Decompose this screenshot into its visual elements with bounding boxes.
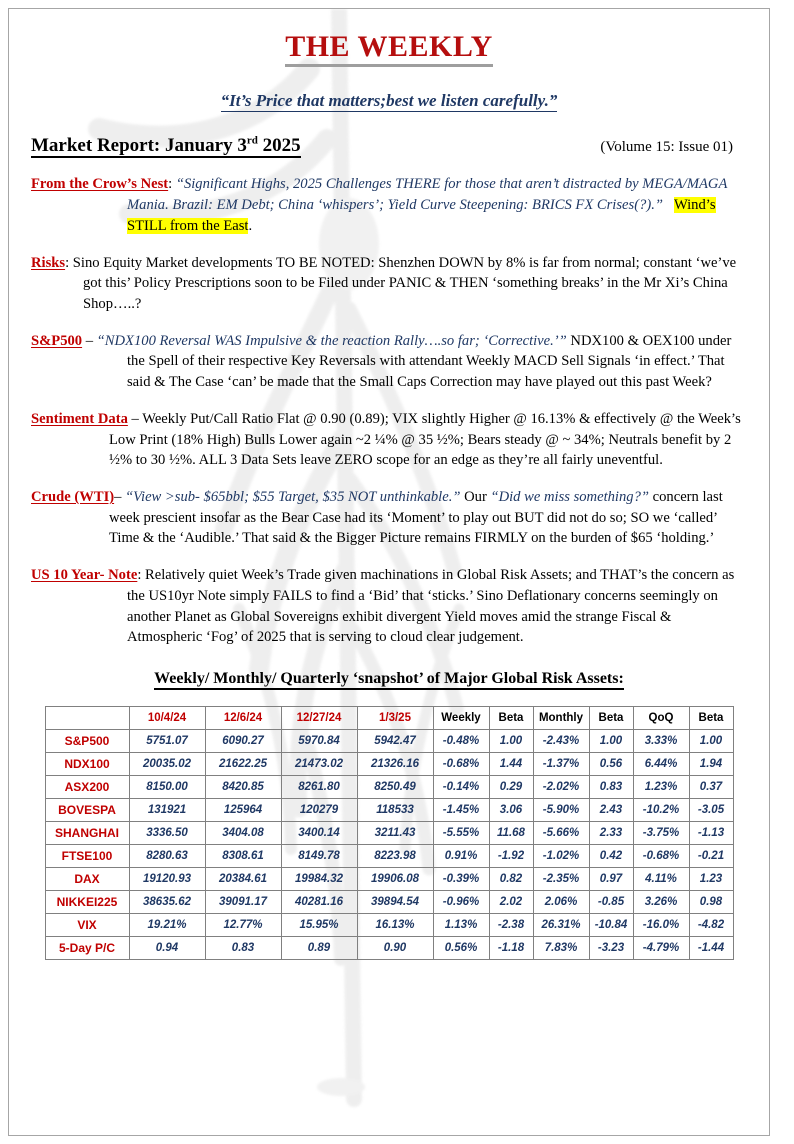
table-row-label: SHANGHAI [45, 822, 129, 845]
sp500-quote: “NDX100 Reversal WAS Impulsive & the reaction Rally….so far; ‘Corrective.’” [96, 332, 567, 349]
table-cell-value: -5.66% [533, 822, 589, 845]
table-cell-value: 0.89 [281, 937, 357, 960]
sp500-body: NDX100 & OEX100 under the Spell of their respective Key Reversals with attendant Weekly MACD Sell Signals ‘in effect.’ That said & The Case ‘can’ be made that the Small Caps Correction may have played out this past Week? [127, 332, 732, 391]
crude-quote-2: “Did we miss something?” [490, 488, 649, 505]
table-body [45, 730, 733, 960]
table-row-label: FTSE100 [45, 845, 129, 868]
table-cell-value: 0.97 [589, 868, 633, 891]
snapshot-table-wrapper [31, 706, 747, 960]
report-label: Market Report: January 3 [31, 134, 247, 156]
table-cell-value: -1.92 [489, 845, 533, 868]
crows-nest-heading: From the Crow’s Nest [31, 176, 169, 193]
table-row [45, 799, 733, 822]
table-cell-value: 4.11% [633, 868, 689, 891]
table-header-metric: QoQ [633, 707, 689, 730]
table-cell-value: 19120.93 [129, 868, 205, 891]
table-cell-value: 0.83 [205, 937, 281, 960]
table-row [45, 868, 733, 891]
table-cell-value: -1.37% [533, 753, 589, 776]
table-cell-value: -5.90% [533, 799, 589, 822]
crows-nest-tail: . [248, 217, 253, 234]
table-cell-value: 0.98 [689, 891, 733, 914]
table-row-label: ASX200 [45, 776, 129, 799]
table-cell-value: 118533 [357, 799, 433, 822]
report-ordinal-suffix: rd [246, 134, 258, 147]
sentiment-heading: Sentiment Data [31, 410, 128, 427]
table-cell-value: 20384.61 [205, 868, 281, 891]
table-row [45, 730, 733, 753]
us10yr-heading: US 10 Year- Note [31, 567, 138, 584]
table-cell-value: 0.42 [589, 845, 633, 868]
table-cell-value: 131921 [129, 799, 205, 822]
table-cell-value: 5970.84 [281, 730, 357, 753]
table-cell-value: 0.91% [433, 845, 489, 868]
section-sentiment [31, 409, 747, 471]
table-cell-value: 0.82 [489, 868, 533, 891]
table-cell-value: 1.00 [589, 730, 633, 753]
table-cell-value: -4.79% [633, 937, 689, 960]
table-row [45, 845, 733, 868]
table-row-label: NIKKEI225 [45, 891, 129, 914]
table-cell-value: 0.56 [589, 753, 633, 776]
snapshot-table-heading-container [31, 670, 747, 690]
table-cell-value: -0.85 [589, 891, 633, 914]
page-title: THE WEEKLY [285, 31, 493, 67]
section-crows-nest [31, 174, 747, 236]
table-cell-value: 8250.49 [357, 776, 433, 799]
table-row [45, 891, 733, 914]
table-cell-value: 40281.16 [281, 891, 357, 914]
table-cell-value: -3.23 [589, 937, 633, 960]
table-cell-value: -4.82 [689, 914, 733, 937]
report-date-heading [31, 135, 301, 159]
table-cell-value: -1.02% [533, 845, 589, 868]
table-cell-value: 2.06% [533, 891, 589, 914]
table-cell-value: 1.44 [489, 753, 533, 776]
table-cell-value: 8149.78 [281, 845, 357, 868]
table-cell-value: -1.45% [433, 799, 489, 822]
table-header-date: 10/4/24 [129, 707, 205, 730]
sp500-dash: – [82, 332, 97, 349]
masthead [31, 31, 747, 67]
table-cell-value: 5751.07 [129, 730, 205, 753]
sp500-heading: S&P500 [31, 332, 83, 349]
table-cell-value: 1.23 [689, 868, 733, 891]
tagline-container [31, 91, 747, 112]
table-cell-value: -0.68% [433, 753, 489, 776]
table-header-metric: Monthly [533, 707, 589, 730]
table-cell-value: -10.2% [633, 799, 689, 822]
table-header-metric: Beta [689, 707, 733, 730]
table-cell-value: -0.68% [633, 845, 689, 868]
table-cell-value: -2.35% [533, 868, 589, 891]
table-cell-value: -2.38 [489, 914, 533, 937]
report-year: 2025 [257, 134, 301, 156]
table-header-date: 12/27/24 [281, 707, 357, 730]
table-cell-value: 21326.16 [357, 753, 433, 776]
crows-nest-colon: : [168, 176, 176, 193]
table-cell-value: 6090.27 [205, 730, 281, 753]
table-header-row [45, 707, 733, 730]
table-cell-value: -0.39% [433, 868, 489, 891]
table-cell-value: 38635.62 [129, 891, 205, 914]
table-cell-value: 8223.98 [357, 845, 433, 868]
volume-issue: (Volume 15: Issue 01) [600, 138, 733, 155]
section-crude [31, 487, 747, 549]
table-cell-value: 8150.00 [129, 776, 205, 799]
table-row [45, 914, 733, 937]
section-sp500 [31, 331, 747, 393]
table-cell-value: 2.02 [489, 891, 533, 914]
table-cell-value: 0.83 [589, 776, 633, 799]
table-cell-value: 8308.61 [205, 845, 281, 868]
table-cell-value: 120279 [281, 799, 357, 822]
table-cell-value: 0.37 [689, 776, 733, 799]
table-row [45, 937, 733, 960]
table-cell-value: 6.44% [633, 753, 689, 776]
table-cell-value: -0.48% [433, 730, 489, 753]
table-cell-value: 11.68 [489, 822, 533, 845]
table-cell-value: -0.96% [433, 891, 489, 914]
table-cell-value: 3404.08 [205, 822, 281, 845]
table-header-date: 12/6/24 [205, 707, 281, 730]
table-cell-value: 1.00 [489, 730, 533, 753]
us10yr-body: : Relatively quiet Week’s Trade given machinations in Global Risk Assets; and THAT’s the concern as the US10yr Note simply FAILS to find a ‘Bid’ that ‘sticks.’ Sino Deflationary concerns seemingly on another Planet as Global Sovereigns exhibit divergent Yield moves amid the strange Fiscal & Atmospheric ‘Fog’ of 2025 that is serving to cloud clear judgement. [127, 567, 735, 646]
table-cell-value: 2.33 [589, 822, 633, 845]
risks-body: : Sino Equity Market developments TO BE NOTED: Shenzhen DOWN by 8% is far from normal; constant ‘we’ve got this’ Policy Prescriptions soon to be Filed under PANIC & THEN ‘something breaks’ in the Mr Xi’s China Shop…..? [65, 254, 737, 312]
snapshot-table-heading: Weekly/ Monthly/ Quarterly ‘snapshot’ of Major Global Risk Assets: [154, 670, 624, 690]
table-cell-value: 3400.14 [281, 822, 357, 845]
table-cell-value: -3.05 [689, 799, 733, 822]
table-header-metric: Beta [589, 707, 633, 730]
table-row [45, 822, 733, 845]
crude-quote-1: “View >sub- $65bbl; $55 Target, $35 NOT unthinkable.” [125, 488, 461, 505]
report-line [31, 135, 747, 159]
table-cell-value: 21622.25 [205, 753, 281, 776]
table-header-metric: Weekly [433, 707, 489, 730]
table-cell-value: 2.43 [589, 799, 633, 822]
table-cell-value: 0.56% [433, 937, 489, 960]
table-row-label: NDX100 [45, 753, 129, 776]
table-cell-value: 5942.47 [357, 730, 433, 753]
table-cell-value: 15.95% [281, 914, 357, 937]
table-cell-value: 1.00 [689, 730, 733, 753]
crows-nest-highlight: Wind’s STILL from the East [127, 197, 716, 234]
table-cell-value: -1.44 [689, 937, 733, 960]
table-cell-value: 3.06 [489, 799, 533, 822]
table-cell-value: 0.94 [129, 937, 205, 960]
table-cell-value: 1.23% [633, 776, 689, 799]
table-cell-value: -3.75% [633, 822, 689, 845]
document-content [9, 31, 769, 960]
crude-dash: – [114, 488, 126, 505]
table-cell-value: 125964 [205, 799, 281, 822]
risks-heading: Risks [31, 254, 66, 271]
table-cell-value: 19984.32 [281, 868, 357, 891]
table-cell-value: 39894.54 [357, 891, 433, 914]
table-header-metric: Beta [489, 707, 533, 730]
table-header-date: 1/3/25 [357, 707, 433, 730]
table-cell-value: 39091.17 [205, 891, 281, 914]
table-cell-value: 19906.08 [357, 868, 433, 891]
table-row-label: S&P500 [45, 730, 129, 753]
document-page [8, 8, 770, 1136]
table-cell-value: 3.33% [633, 730, 689, 753]
table-row-label: BOVESPA [45, 799, 129, 822]
table-corner-cell [45, 707, 129, 730]
table-cell-value: 8261.80 [281, 776, 357, 799]
section-risks [31, 253, 747, 315]
crude-mid: Our [460, 488, 491, 505]
table-cell-value: -2.43% [533, 730, 589, 753]
table-cell-value: 3336.50 [129, 822, 205, 845]
table-cell-value: 7.83% [533, 937, 589, 960]
table-cell-value: 0.29 [489, 776, 533, 799]
table-cell-value: 8420.85 [205, 776, 281, 799]
table-cell-value: 21473.02 [281, 753, 357, 776]
table-cell-value: 16.13% [357, 914, 433, 937]
table-cell-value: 1.94 [689, 753, 733, 776]
table-cell-value: 20035.02 [129, 753, 205, 776]
table-cell-value: 26.31% [533, 914, 589, 937]
table-cell-value: -0.14% [433, 776, 489, 799]
table-cell-value: -1.13 [689, 822, 733, 845]
table-cell-value: -2.02% [533, 776, 589, 799]
snapshot-table [45, 706, 734, 960]
table-cell-value: 8280.63 [129, 845, 205, 868]
table-cell-value: -0.21 [689, 845, 733, 868]
table-cell-value: -5.55% [433, 822, 489, 845]
table-cell-value: 3.26% [633, 891, 689, 914]
table-cell-value: 1.13% [433, 914, 489, 937]
table-cell-value: 0.90 [357, 937, 433, 960]
table-cell-value: -1.18 [489, 937, 533, 960]
table-row-label: VIX [45, 914, 129, 937]
section-us10yr [31, 565, 747, 648]
table-cell-value: 3211.43 [357, 822, 433, 845]
sentiment-body: – Weekly Put/Call Ratio Flat @ 0.90 (0.89); VIX slightly Higher @ 16.13% & effectively @ the Week’s Low Print (18% High) Bulls Lower again ~2 ¼% @ 35 ½%; Bears steady @ ~ 34%; Neutrals benefit by 2 ½% to 30 ½%. ALL 3 Data Sets leave ZERO scope for an edge as they’re all fairly uneventful. [109, 410, 741, 469]
table-row [45, 753, 733, 776]
crude-heading: Crude (WTI) [31, 488, 115, 505]
table-row-label: DAX [45, 868, 129, 891]
table-cell-value: 12.77% [205, 914, 281, 937]
tagline: “It’s Price that matters;best we listen carefully.” [220, 90, 558, 110]
crows-nest-quote: “Significant Highs, 2025 Challenges THERE for those that aren’t distracted by MEGA/MAGA Mania. Brazil: EM Debt; China ‘whispers’; Yield Curve Steepening: BRICS FX Crises(?).” [127, 176, 728, 214]
table-cell-value: -16.0% [633, 914, 689, 937]
table-cell-value: 19.21% [129, 914, 205, 937]
table-cell-value: -10.84 [589, 914, 633, 937]
table-row-label: 5-Day P/C [45, 937, 129, 960]
crude-body: concern last week prescient insofar as the Bear Case had its ‘Moment’ to play out BUT did not do so; SO we ‘called’ Time & the ‘Audible.’ That said & the Bigger Picture remains FIRMLY on the burden of $65 ‘holding.’ [109, 488, 723, 547]
table-row [45, 776, 733, 799]
